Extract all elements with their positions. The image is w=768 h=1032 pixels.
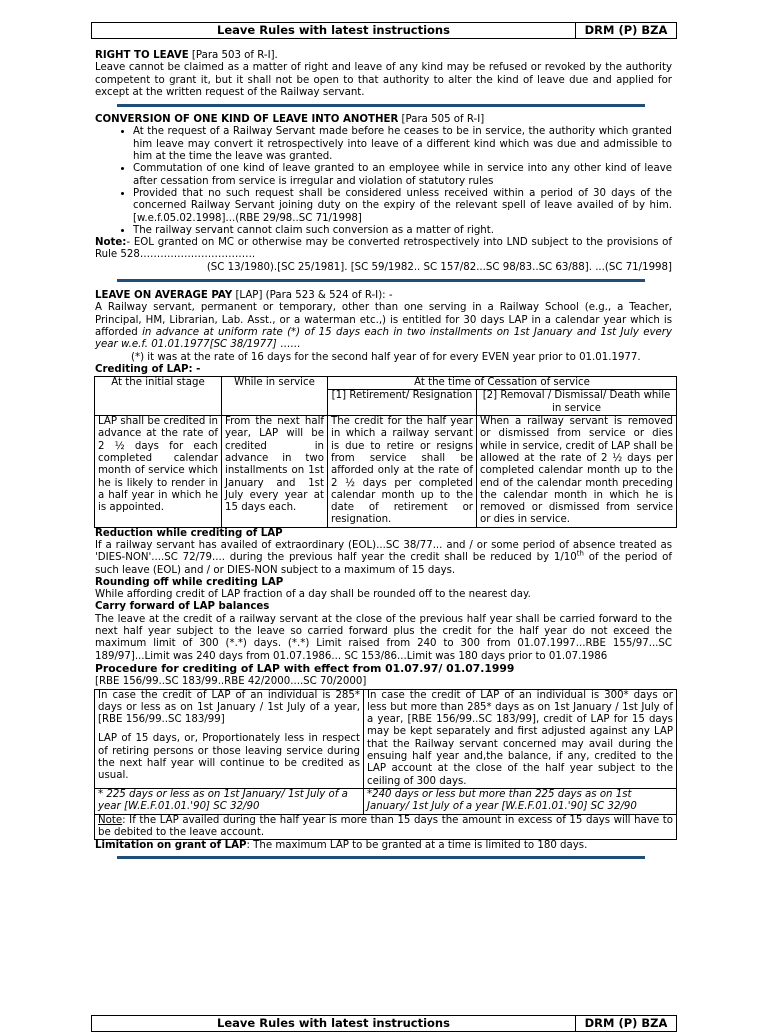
list-item: • At the request of a Railway Servant made before he ceases to be in service, the authority which granted him leave may convert it retrospectively into leave of a different kind which was due and admissible to him at the time the leave was granted. <box>133 126 672 163</box>
conversion-list <box>95 126 672 237</box>
right-to-leave-heading: RIGHT TO LEAVE [Para 503 of R-I]. <box>95 50 278 61</box>
section-divider <box>117 279 645 282</box>
table-header-cell: At the time of Cessation of service <box>328 377 677 390</box>
reduction-text: If a railway servant has availed of extraordinary (EOL)...SC 38/77... and / or some period of absence treated as 'DIES-NON'....SC 72/79.... during the previous half year the credit shall be reduced by 1/10th of the period of such leave (EOL) and / or DIES-NON subject to a maximum of 15 days. <box>95 539 673 576</box>
carry-forward-text: The leave at the credit of a railway servant at the close of the previous half year shall be carried forward to the next half year subject to the leave so carried forward plus the credit for the half year do not exceed the maximum limit of 300 (*.*) days. (*.*) Limit raised from 240 to 300 from 01.07.1997...RBE 155/97...SC 189/97]...Limit was 240 days from 01.07.1986... SC 153/86...Limit was 180 days prior to 01.07.1986 <box>95 613 672 662</box>
table-cell: The credit for the half year in which a railway servant is due to retire or resigns from service shall be afforded only at the rate of 2 ½ days per completed calendar month up to the date of retirement or resignation. <box>328 416 477 528</box>
conversion-note: Note:- EOL granted on MC or otherwise may be converted retrospectively into LND subject to the provisions of Rule 528……………………………. <box>95 237 672 261</box>
table-cell <box>95 689 364 788</box>
document-body <box>95 50 672 866</box>
table-subheader-cell: [2] Removal / Dismissal/ Death while in service <box>477 390 677 416</box>
list-item: • Commutation of one kind of leave granted to an employee while in service into any other kind of leave after cessation from service is irregular and violation of statutory rules <box>133 163 672 188</box>
lap-heading: LEAVE ON AVERAGE PAY [LAP] (Para 523 & 524 of R-I): - <box>95 290 393 302</box>
table-cell: From the next half year, LAP will be credited in advance in two installments on 1st January and 1st July every year at 15 days each. <box>222 416 328 528</box>
table-note-cell: Note: If the LAP availed during the half year is more than 15 days the amount in excess of 15 days will have to be debited to the leave account. <box>95 814 677 840</box>
conversion-references: (SC 13/1980).[SC 25/1981]. [SC 59/1982.. SC 157/82...SC 98/83..SC 63/88]. ...(SC 71/1998] <box>206 261 672 273</box>
next-page-code: DRM (P) BZA <box>584 1016 668 1030</box>
procedure-left-action: LAP of 15 days, or, Proportionately less in respect of retiring persons or those leaving service during the next half year will continue to be credited as usual. <box>98 733 360 782</box>
table-cell: When a railway servant is removed or dismissed from service or dies while in service, credit of LAP shall be allowed at the rate of 2 ½ days per completed calendar month up to the end of the calendar month preceding the calendar month in which he is removed or dismissed from service or dies in service. <box>477 416 677 528</box>
table-subheader-cell: [1] Retirement/ Resignation <box>328 390 477 416</box>
document-title: Leave Rules with latest instructions <box>92 23 576 38</box>
procedure-table <box>94 689 677 841</box>
procedure-references: [RBE 156/99..SC 183/99..RBE 42/2000....SC 70/2000] <box>95 676 367 688</box>
procedure-heading: Procedure for crediting of LAP with effect from 01.07.97/ 01.07.1999 <box>95 661 515 675</box>
right-to-leave-text: Leave cannot be claimed as a matter of right and leave of any kind may be refused or revoked by the authority competent to grant it, but it shall not be open to that authority to alter the kind of leave due and applied for except at the written request of the Railway servant. <box>95 62 672 98</box>
list-item: • The railway servant cannot claim such conversion as a matter of right. <box>133 225 672 237</box>
conversion-heading: CONVERSION OF ONE KIND OF LEAVE INTO ANOTHER [Para 505 of R-I] <box>95 114 485 126</box>
limitation-text: Limitation on grant of LAP: The maximum LAP to be granted at a time is limited to 180 days. <box>95 840 588 852</box>
table-cell: *240 days or less but more than 225 days as on 1st January/ 1st July of a year [W.E.F.01.01.'90] SC 32/90 <box>364 788 677 814</box>
reduction-heading: Reduction while crediting of LAP <box>95 527 283 539</box>
section-divider <box>117 104 645 107</box>
lap-footnote: (*) it was at the rate of 16 days for the second half year of for every EVEN year prior to 01.01.1977. <box>131 351 641 363</box>
page-header <box>91 22 677 39</box>
crediting-table <box>94 376 677 528</box>
table-cell: * 225 days or less as on 1st January/ 1st July of a year [W.E.F.01.01.'90] SC 32/90 <box>95 788 364 814</box>
section-divider <box>117 856 645 859</box>
table-cell: In case the credit of LAP of an individual is 300* days or less but more than 285* days as on 1st January / 1st July of a year, [RBE 156/99..SC 183/99], credit of LAP for 15 days may be kept separately and first adjusted against any LAP that the Railway servant concerned may avail during the ensuing half year and,the balance, if any, credited to the LAP account at the close of the half year subject to the ceiling of 300 days. <box>364 689 677 788</box>
office-code: DRM (P) BZA <box>584 23 668 37</box>
next-page-title: Leave Rules with latest instructions <box>92 1016 576 1031</box>
procedure-left-condition: In case the credit of LAP of an individual is 285* days or less as on 1st January / 1st July of a year, [RBE 156/99..SC 183/99] <box>98 689 360 726</box>
rounding-text: While affording credit of LAP fraction of a day shall be rounded off to the nearest day. <box>95 589 531 601</box>
table-header-cell: At the initial stage <box>95 377 222 416</box>
lap-text: A Railway servant, permanent or temporary, other than one serving in a Railway School (e.g., a Teacher, Principal, HM, Librarian, Lab. Asst., or a waterman etc.,) is entitled for 30 days LAP in a calendar year which is afforded in advance at uniform rate (*) of 15 days each in two installments on 1st January and 1st July every year w.e.f. 01.01.1977[SC 38/1977] …… <box>95 302 672 351</box>
crediting-heading: Crediting of LAP: - <box>95 363 201 375</box>
rounding-heading: Rounding off while crediting LAP <box>95 576 284 588</box>
list-item: • Provided that no such request shall be considered unless received within a period of 30 days of the concerned Railway Servant joining duty on the expiry of the relevant spell of leave availed of by him. [w.e.f.05.02.1998]...(RBE 29/98..SC 71/1998] <box>133 188 672 225</box>
carry-forward-heading: Carry forward of LAP balances <box>95 601 270 613</box>
table-cell: LAP shall be credited in advance at the rate of 2 ½ days for each completed calendar month of service which he is likely to render in a half year in which he is appointed. <box>95 416 222 528</box>
table-header-cell: While in service <box>222 377 328 416</box>
